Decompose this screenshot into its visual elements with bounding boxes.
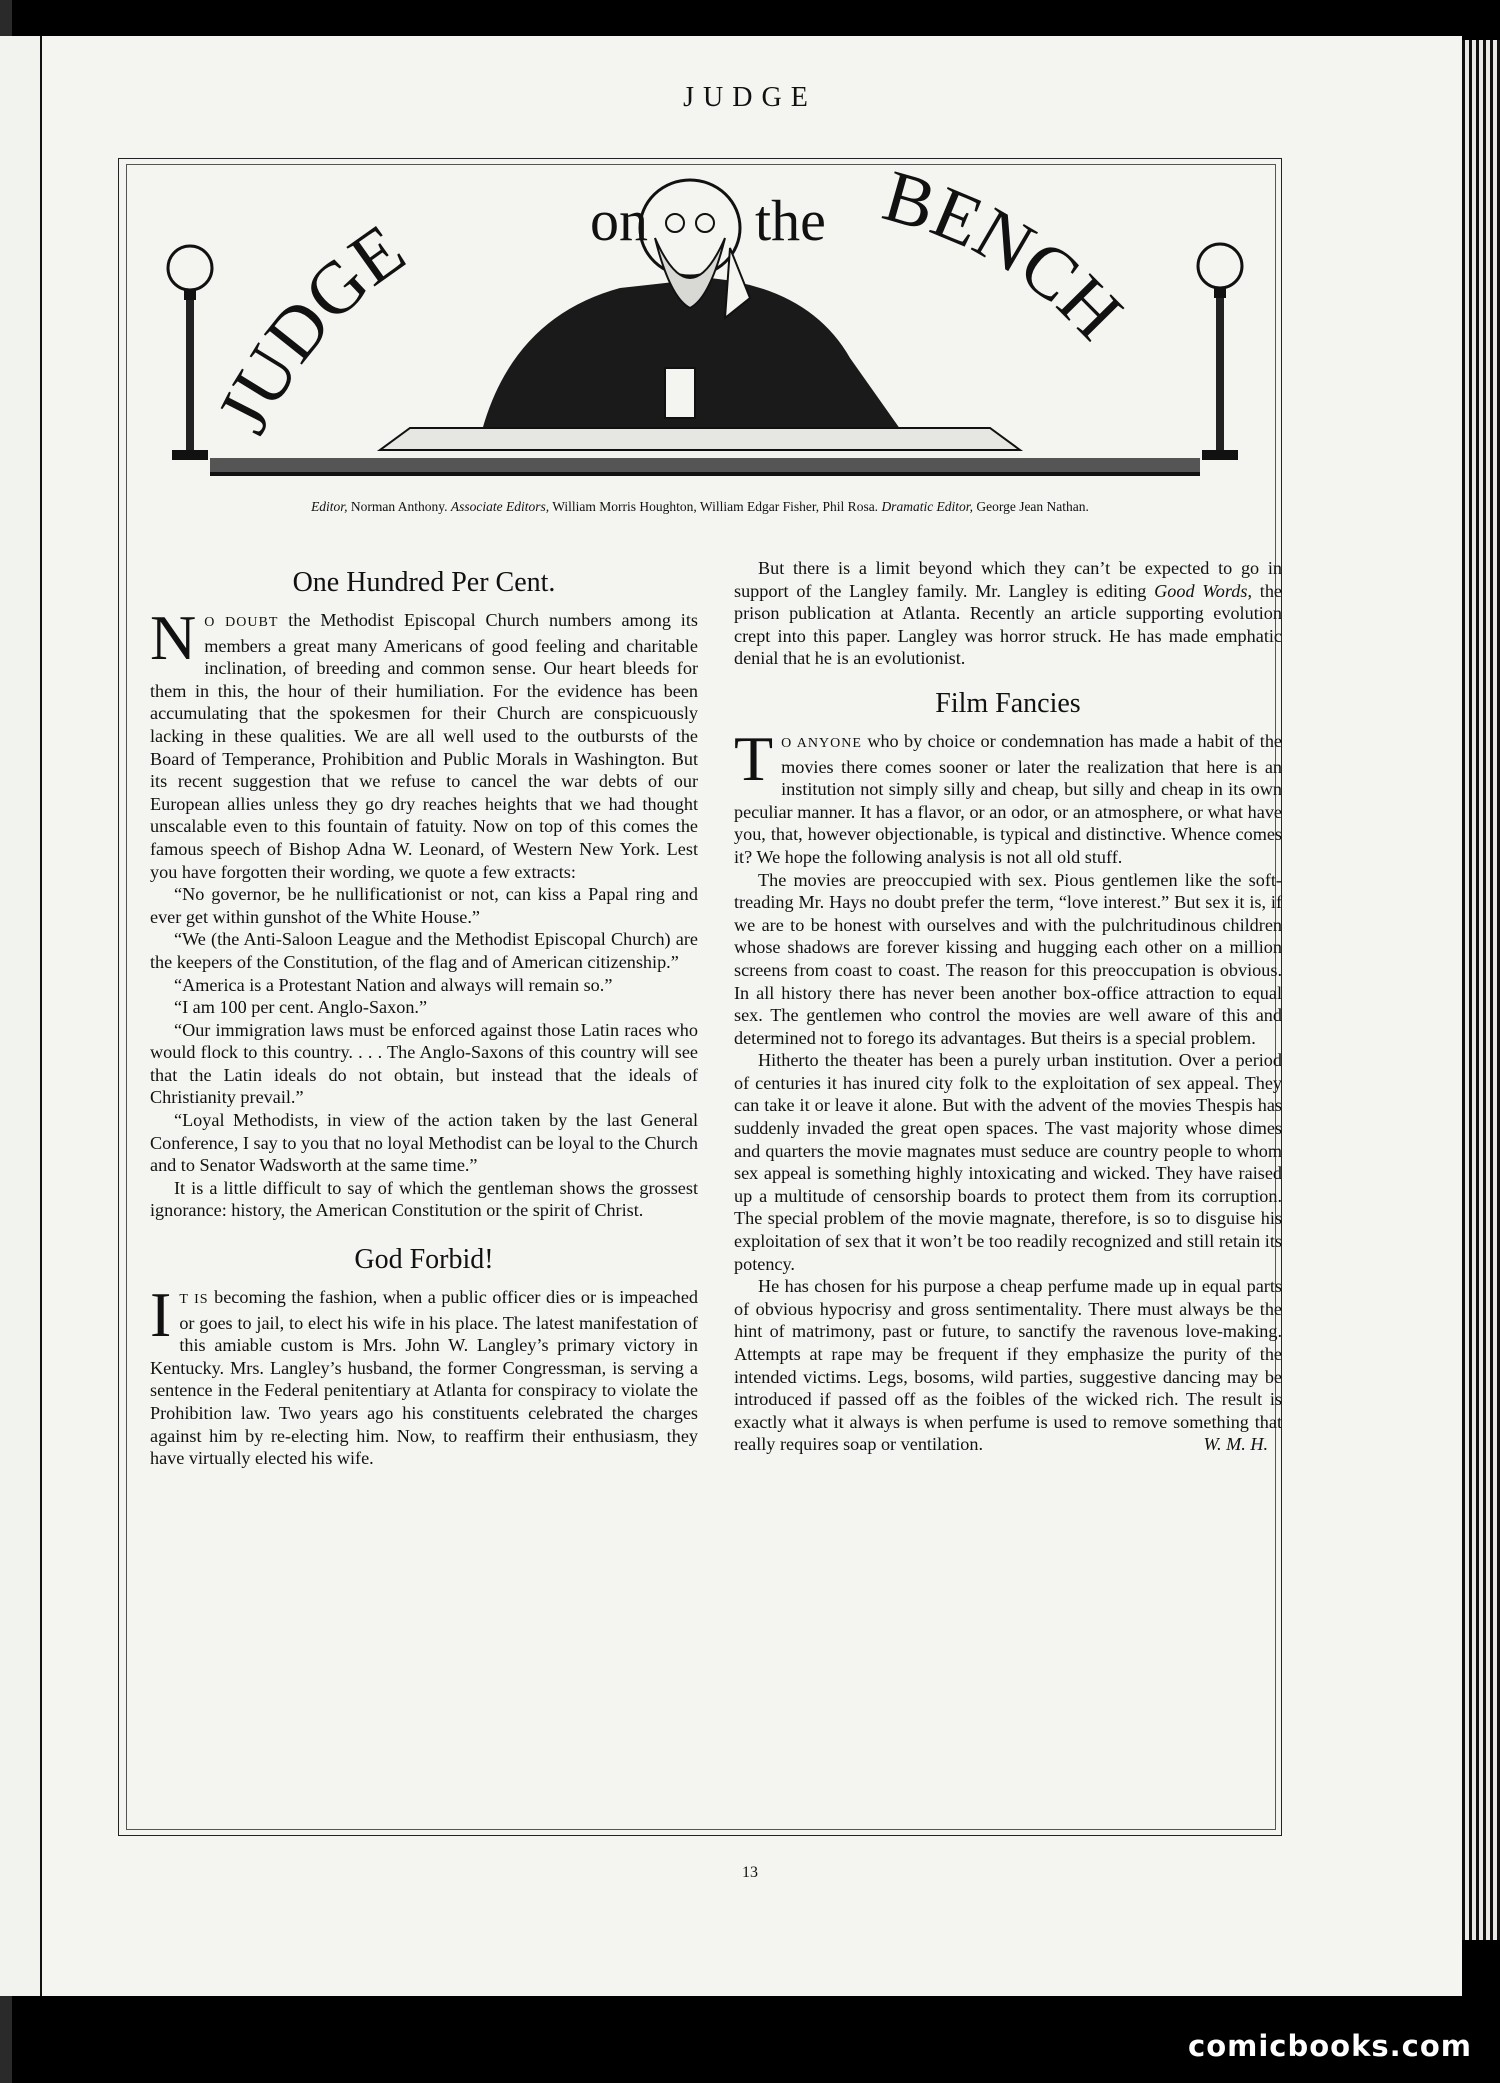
- publication-title: Good Words: [1154, 580, 1248, 601]
- small-caps-lead: O ANYONE: [781, 735, 862, 751]
- judge-bench: [210, 428, 1200, 476]
- page-stack-edge: [1462, 40, 1500, 1940]
- quote-paragraph: “America is a Protestant Nation and always will remain so.”: [174, 974, 613, 995]
- banner-title-left: JUDGE: [201, 208, 420, 446]
- paragraph-text: He has chosen for his purpose a cheap perfume made up in equal parts of obvious hypocrisy and gross sentimentality. There must always be the hint of matrimony, past or future, to sanctify the ravenous love-making. Attempts at rape may be frequent if they emphasize the purity of the intended victims. Legs, bosoms, wild parties, suggestive dancing may be introduced if passed off as the foibles of the wicked rich. The result is exactly what it always is when perfume is used to remove something that really requires soap or ventilation.: [734, 1276, 1282, 1455]
- quote-paragraph: “We (the Anti-Saloon League and the Methodist Episcopal Church) are the keepers of the Constitution, of the flag and of American citizenship.”: [150, 929, 698, 972]
- right-lamp-illustration: [1198, 244, 1242, 460]
- editorial-credits: [126, 499, 1274, 515]
- article-paragraph: [150, 1279, 698, 1470]
- banner-title-right: BENCH: [874, 168, 1138, 356]
- article-paragraph: [734, 1275, 1282, 1456]
- drop-cap: I: [150, 1279, 172, 1351]
- article-paragraph: It is a little difficult to say of which the gentleman shows the grossest ignorance: history, the American Constitution or the spirit of Christ.: [150, 1177, 698, 1221]
- judge-caricature: [480, 180, 910, 443]
- quote-paragraph: “Loyal Methodists, in view of the action taken by the last General Conference, I say to you that no loyal Methodist can be loyal to the Church and to Senator Wadsworth at the same time.”: [150, 1110, 699, 1176]
- small-caps-lead: O DOUBT: [204, 615, 279, 630]
- article-paragraph: The movies are preoccupied with sex. Pious gentlemen like the soft-treading Mr. Hays no doubt prefer the term, “love interest.” But sex it is, if we are to be honest with ourselves and with the pulchritudinous children whose shadows are forever kissing and hugging each other on a million screens from coast to coast. The reason for this preoccupation is obvious. In all history there has never been another box-office attraction to equal sex. The gentlemen who control the movies are well aware of this and determined not to forego its advantages. But theirs is a special problem.: [734, 869, 1282, 1048]
- article-title: God Forbid!: [354, 1244, 494, 1276]
- judge-on-the-bench-banner: [150, 168, 1250, 498]
- left-lamp-illustration: [168, 246, 212, 460]
- paragraph-text: the Methodist Episcopal Church numbers among its members a great many Americans of good feeling and charitable inclination, of breeding and common sense. Our heart bleeds for them in this, the hour of their humiliation. For the evidence has been accumulating that the spokesmen for their Church are conspicuously lacking in these qualities. We are all well used to the outbursts of the Board of Temperance, Prohibition and Public Morals in Washington. But its recent suggestion that we refuse to cancel the war debts of our European allies unless they go dry reaches heights that we had thought unscalable even to this fountain of fatuity. Now on top of this comes the famous speech of Bishop Adna W. Leonard, of Western New York. Lest you have forgotten their wording, we quote a few extracts:: [150, 610, 698, 882]
- paragraph-text: who by choice or condemnation has made a habit of the movies there comes sooner or later the realization that here is an institution not simply silly and cheap, but silly and cheap in its own peculiar manner. It has a flavor, or an odor, or an atmosphere, or what have you, that, however objectionable, is typical and distinctive. Whence comes it? We hope the following analysis is not all old stuff.: [734, 730, 1282, 867]
- small-caps-lead: T IS: [179, 1292, 209, 1308]
- page-number: 13: [742, 1864, 758, 1881]
- paragraph-text: , the prison publication at Atlanta. Recently an article supporting evolution crept into this paper. Langley was horror struck. He has made emphatic denial that he is an evolutionist.: [734, 580, 1282, 669]
- paragraph-text: But there is a limit beyond which they can’t be expected to go in support of the Langley family. Mr. Langley is editing: [734, 558, 1282, 601]
- article-paragraph: [734, 722, 1282, 869]
- watermark: comicbooks.com: [1188, 2029, 1472, 2063]
- quote-paragraph: “No governor, be he nullificationist or not, can kiss a Papal ring and ever get within gunshot of the White House.”: [150, 884, 698, 927]
- facing-page-edge: [0, 36, 46, 1996]
- associate-editors-label: Associate Editors,: [450, 499, 550, 514]
- paragraph-text: becoming the fashion, when a public officer dies or is impeached or goes to jail, to elect his wife in his place. The latest manifestation of this amiable custom is Mrs. John W. Langley’s primary victory in Kentucky. Mrs. Langley’s husband, the former Congressman, is serving a sentence in the Federal penitentiary at Atlanta for conspiracy to violate the Prohibition law. Two years ago his constituents celebrated the charges against him by re-electing him. Now, to reaffirm their enthusiasm, they have virtually elected his wife.: [150, 1287, 698, 1469]
- masthead: JUDGE: [683, 82, 817, 113]
- article-title: One Hundred Per Cent.: [292, 567, 556, 598]
- article-paragraph: Hitherto the theater has been a purely urban institution. Over a period of centuries it has inured city folk to the exploitation of sex appeal. They can take it or leave it alone. But with the advent of the movies Thespis has suddenly invaded the great open spaces. The vast majority whose dimes and quarters the movie magnates must seduce are country people to whom sex appeal is something highly intoxicating and wicked. They have raised up a multitude of censorship boards to protect them from its corruption. The special problem of the movie magnate, therefore, is so to disguise his exploitation of sex that it won’t be too readily recognized and still retain its potency.: [734, 1050, 1282, 1274]
- quote-paragraph: “Our immigration laws must be enforced against those Latin races who would flock to this country. . . . The Anglo-Saxons of this country will see that the Latin ideals do not obtain, but instead that the ideals of Christianity prevail.”: [150, 1019, 698, 1108]
- editor-label: Editor,: [311, 499, 348, 514]
- article-paragraph: [734, 557, 1282, 670]
- article-title: Film Fancies: [935, 687, 1081, 719]
- right-column: [734, 557, 1282, 1456]
- associate-editors-names: William Morris Houghton, William Edgar Fisher, Phil Rosa.: [549, 499, 882, 514]
- dramatic-editor-name: George Jean Nathan.: [972, 499, 1089, 514]
- article-paragraph: [150, 602, 698, 883]
- dramatic-editor-label: Dramatic Editor,: [881, 499, 973, 514]
- quote-paragraph: “I am 100 per cent. Anglo-Saxon.”: [174, 997, 428, 1018]
- left-column: [150, 555, 698, 1470]
- editor-name: Norman Anthony.: [347, 499, 451, 514]
- drop-cap: N: [150, 602, 197, 673]
- banner-title-on: on: [590, 188, 648, 253]
- drop-cap: T: [734, 722, 774, 794]
- author-signature: W. M. H.: [1203, 1434, 1268, 1455]
- banner-title-the: the: [755, 188, 826, 253]
